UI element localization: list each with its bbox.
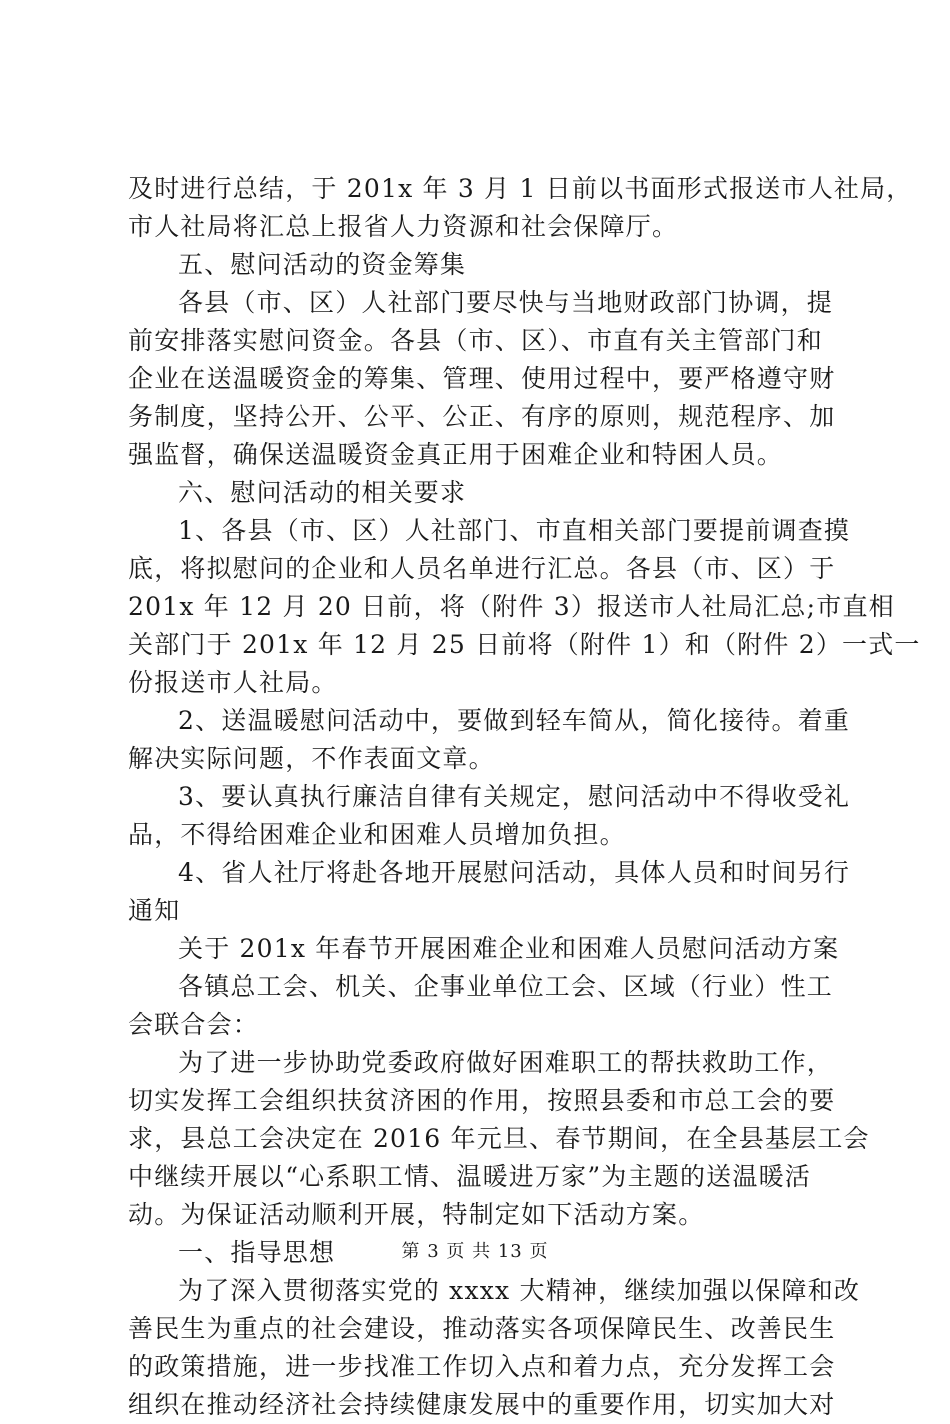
text-line: 务制度，坚持公开、公平、公正、有序的原则，规范程序、加 — [128, 402, 836, 431]
text-line: 中继续开展以“心系职工情、温暖进万家”为主题的送温暖活 — [128, 1162, 811, 1191]
text-line: 善民生为重点的社会建设，推动落实各项保障民生、改善民生 — [128, 1314, 836, 1343]
text-line: 为了深入贯彻落实党的 xxxx 大精神，继续加强以保障和改 — [178, 1276, 861, 1305]
text-line: 3、要认真执行廉洁自律有关规定，慰问活动中不得收受礼 — [178, 782, 851, 811]
text-line: 底，将拟慰问的企业和人员名单进行汇总。各县（市、区）于 — [128, 554, 836, 583]
text-line: 关部门于 201x 年 12 月 25 日前将（附件 1）和（附件 2）一式一 — [128, 630, 921, 659]
text-line: 品，不得给困难企业和困难人员增加负担。 — [128, 820, 626, 849]
text-line: 求，县总工会决定在 2016 年元旦、春节期间，在全县基层工会 — [128, 1124, 870, 1153]
text-line: 市人社局将汇总上报省人力资源和社会保障厅。 — [128, 212, 679, 241]
section-heading: 五、慰问活动的资金筹集 — [178, 250, 467, 279]
text-line: 组织在推动经济社会持续健康发展中的重要作用，切实加大对 — [128, 1390, 836, 1419]
text-line: 各镇总工会、机关、企事业单位工会、区域（行业）性工 — [178, 972, 834, 1001]
text-line: 通知 — [128, 896, 181, 925]
text-line: 解决实际问题，不作表面文章。 — [128, 744, 495, 773]
text-line: 各县（市、区）人社部门要尽快与当地财政部门协调，提 — [178, 288, 834, 317]
page-number-footer: 第 3 页 共 13 页 — [401, 1241, 549, 1262]
text-line: 201x 年 12 月 20 日前，将（附件 3）报送市人社局汇总;市直相 — [128, 592, 895, 621]
text-line: 切实发挥工会组织扶贫济困的作用，按照县委和市总工会的要 — [128, 1086, 836, 1115]
text-line: 份报送市人社局。 — [128, 668, 338, 697]
text-line: 1、各县（市、区）人社部门、市直相关部门要提前调查摸 — [178, 516, 851, 545]
text-line: 及时进行总结，于 201x 年 3 月 1 日前以书面形式报送市人社局， — [128, 174, 913, 203]
text-line: 为了进一步协助党委政府做好困难职工的帮扶救助工作， — [178, 1048, 834, 1077]
text-line: 2、送温暖慰问活动中，要做到轻车简从，简化接待。着重 — [178, 706, 851, 735]
text-line: 动。为保证活动顺利开展，特制定如下活动方案。 — [128, 1200, 705, 1229]
text-line: 会联合会： — [128, 1010, 260, 1039]
document-body — [128, 170, 921, 1424]
document-title: 关于 201x 年春节开展困难企业和困难人员慰问活动方案 — [178, 934, 840, 963]
text-line: 前安排落实慰问资金。各县（市、区）、市直有关主管部门和 — [128, 326, 823, 355]
text-line: 的政策措施，进一步找准工作切入点和着力点，充分发挥工会 — [128, 1352, 836, 1381]
text-line: 强监督，确保送温暖资金真正用于困难企业和特困人员。 — [128, 440, 784, 469]
text-line: 企业在送温暖资金的筹集、管理、使用过程中，要严格遵守财 — [128, 364, 836, 393]
section-heading: 一、指导思想 — [178, 1238, 336, 1267]
text-line: 4、省人社厅将赴各地开展慰问活动，具体人员和时间另行 — [178, 858, 851, 887]
section-heading: 六、慰问活动的相关要求 — [178, 478, 467, 507]
